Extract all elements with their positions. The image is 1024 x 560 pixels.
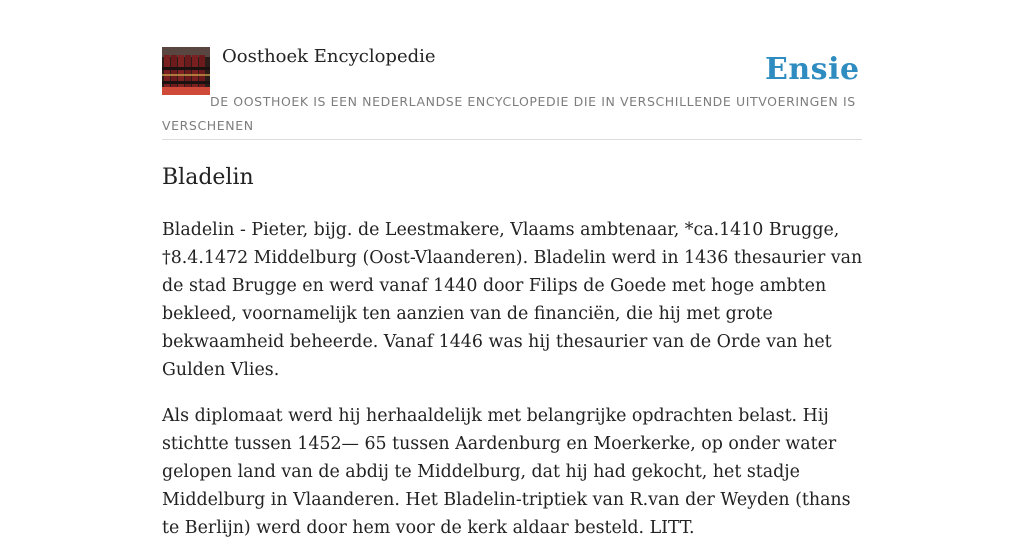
article-paragraph: Als diplomaat werd hij herhaaldelijk met belangrijke opdrachten belast. Hij stichtte tussen 1452— 65 tussen Aardenburg en Moerkerke, op onder water gelopen land van de abdij te Middelburg, dat hij had gekocht, het stadje Middelburg in Vlaanderen. Het Bladelin-triptiek van R.van der Weyden (thans te Berlijn) werd door hem voor de kerk aldaar besteld. LITT.	[162, 406, 851, 538]
page-title: Bladelin	[162, 165, 254, 190]
site-avatar[interactable]	[162, 47, 210, 95]
header-divider	[162, 139, 862, 140]
encyclopedia-books-icon	[162, 47, 210, 95]
site-name-link[interactable]: Oosthoek Encyclopedie	[222, 46, 436, 67]
article-body	[162, 216, 867, 560]
brand-logo[interactable]: Ensie	[765, 52, 860, 87]
article-paragraph: Bladelin - Pieter, bijg. de Leestmakere, Vlaams ambtenaar, *ca.1410 Brugge, †8.4.1472 Middelburg (Oost-Vlaanderen). Bladelin werd in 1436 thesaurier van de stad Brugge en werd vanaf 1440 door Filips de Goede met hoge ambten bekleed, voornamelijk ten aanzien van de financiën, die hij met grote bekwaamheid beheerde. Vanaf 1446 was hij thesaurier van de Orde van het Gulden Vlies.	[162, 220, 863, 380]
site-tagline: DE OOSTHOEK IS EEN NEDERLANDSE ENCYCLOPEDIE DIE IN VERSCHILLENDE UITVOERINGEN IS VERSCHENEN	[162, 94, 856, 133]
